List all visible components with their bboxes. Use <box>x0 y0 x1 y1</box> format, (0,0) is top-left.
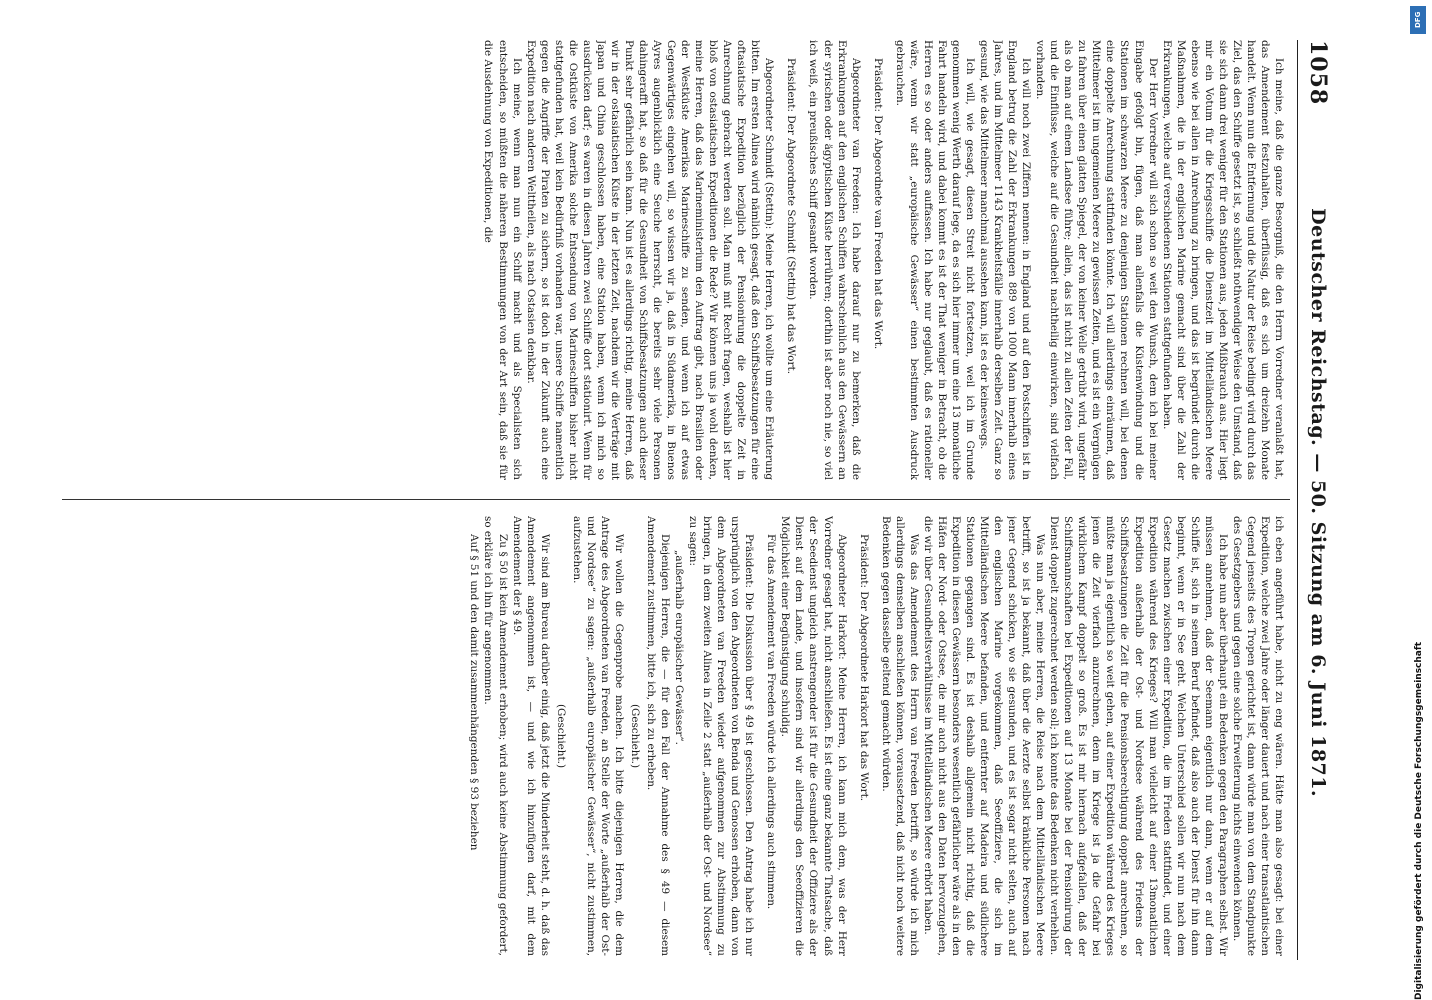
paragraph: Zu § 50 ist kein Amendement erhoben; wird auch keine Abstimmung gefordert, so erkläre ich ihn für angenommen. <box>482 516 509 956</box>
speech-schmidt: Ich meine, wenn man nun ein Schiff macht und als Specialisten sich entscheiden, so müßten die näheren Bestimmungen von der Art sein, daß sie für die Ausdehnung von Expeditionen, die <box>482 40 523 480</box>
left-column <box>66 40 1286 480</box>
paragraph: Ich habe nun aber überhaupt ein Bedenken gegen den Paragraphen selbst. Wir müssen annehmen, daß der Seemann eigentlich nur dann, wenn er auf dem Schiffe ist, sich in seinem Beruf befindet, daß also auch der Dienst für ihn dann beginnt, wenn er in See geht. Welchen Unterschied sollen wir nun nach dem Gesetz machen zwischen einer Expedition, die im Frieden stattfindet, und einer Expedition während des Krieges? Will man vielleicht auf einer 13monatlichen Expedition außerhalb der Ost- und Nordsee während des Friedens der Schiffsbesatzungen die Zeit für die Pensionsberechtigung doppelt anrechnen, so müßte man ja eigentlich so weit gehen, auf einer Expedition während des Krieges jenen die Zeit vierfach anzurechnen, denn im Kriege ist ja die Gefahr bei wirklichem Kampf doppelt so groß. Es ist mir hiernach aufgefallen, daß der Schiffsmannschaften bei Expeditionen auf 13 Monate bei der Pensionirung der Dienst doppelt zugerechnet werden soll; ich konnte das Bedenken nicht verhehlen. <box>1048 516 1229 956</box>
spacer <box>863 40 871 480</box>
speech-harkort: Abgeordneter Harkort: Meine Herren, ich kann mich dem, was der Herr Vorredner gesagt hat, nicht anschließen. Es ist eine ganz bekannte Thatsache, daß der Seedienst ungleich anstrengender ist für die Gesundheit der Offiziere als der Dienst auf dem Lande, und insofern sind wir allerdings den Seeoffizieren die Möglichkeit einer Begünstigung schuldig. <box>779 516 848 956</box>
paragraph: Der Herr Vorredner will sich schon so weit den Wunsch, dem ich bei meiner Eingabe gefolgt bin, fügen, daß man allenfalls die Küstenwindung und die Stationen im schwarzen Meere zu denjenigen Stationen rechnen will, bei denen eine doppelte Anrechnung stattfinden könnte. Ich will allerdings einräumen, daß Mittelmeer ist im ungemeinen Meere zu gewissen Zeiten, und es ist ein Vergnügen zu fahren über einen glatten Spiegel, der von keiner Welle getrübt wird, ungefähr als ob man auf einem Landsee führe; allein, das ist nicht zu allen Zeiten der Fall, und die Einflüsse, welche auf die Gesundheit nachtheilig einwirken, sind vielfach vorhanden. <box>1034 40 1159 480</box>
paragraph: ich eben angeführt habe, nicht zu eng wären. Hätte man also gesagt: bei einer Expedition, welche zwei Jahre oder länger dauert und nach einer transatlantischen Gegend jenseits des Tropen gerichtet ist, dann würde man von dem Standpunkte des Gesetzgebers und gegen eine solche Erweiterung nichts einwenden können. <box>1230 516 1285 956</box>
vote-call: Wir wollen die Gegenprobe machen. Ich bitte diejenigen Herren, die dem Antrage des Abgeordneten van Freeden, an Stelle der Worte „außerhalb der Ost- und Nordsee“ zu sagen: „außerhalb europäischer Gewässer“, nicht zustimmen, aufzustehen. <box>570 516 625 956</box>
vote-call: Diejenigen Herren, die — für den Fall der Annahme des § 49 — diesem Amendement zustimmen, bitte ich, sich zu erheben. <box>644 516 672 956</box>
procedure-note: (Geschieht.) <box>554 703 567 769</box>
paragraph: Wir sind am Bureau darüber einig, daß jetzt die Minderheit steht, d. h. daß das Amendement angenommen ist, — und wie ich hinzufügen darf, mit dem Amendement der § 49. <box>510 516 551 956</box>
spacer <box>871 516 879 956</box>
scanned-page <box>52 0 1352 1000</box>
spacer <box>885 40 893 480</box>
president-remark: Präsident: Die Diskussion über § 49 ist geschlossen. Den Antrag habe ich nur ursprünglich von den Abgeordneten von Benda und Genossen erhoben, dann von dem Abgeordneten van Freeden wieder aufgenommen zur Abstimmung zu bringen, in dem zweiten Alinea in Zeile 2 statt „außerhalb der Ost- und Nordsee“ zu sagen: <box>687 516 756 956</box>
spacer <box>756 516 764 956</box>
spacer <box>776 40 784 480</box>
paragraph: Ich will noch zwei Ziffern nennen: in England und auf den Postschiffen ist in England betrug die Zahl der Erkrankungen 889 von 1000 Mann innerhalb eines Jahres, und im Mittelmeer 1143 Krankheitsfälle innerhalb derselben Zeit. Ganz so gesund, wie das Mittelmeer manchmal aussehen kann, ist es der keineswegs. <box>978 40 1033 480</box>
spacer <box>849 516 857 956</box>
president-remark: Präsident: Der Abgeordnete Harkort hat das Wort. <box>857 534 870 802</box>
running-title: Deutscher Reichstag. — 50. Sitzung am 6. Juni 1871. <box>1307 208 1329 798</box>
dfg-logo: DFG <box>1410 6 1426 34</box>
paragraph: Ich will, wie gesagt, diesen Streit nicht fortsetzen, weil ich im Grunde genommen wenig Werth darauf lege, da es sich hier immer um eine 13 monatliche Fahrt handeln wird, und dabei kommt es ist der That weniger in Betracht, ob die Herren es so oder anders auffassen. Ich habe nur geglaubt, daß es rationeller wäre, wenn wir statt „europäische Gewässer“ einen bestimmten Ausdruck gebrauchen. <box>893 40 976 480</box>
president-remark: Präsident: Der Abgeordnete van Freeden hat das Wort. <box>871 58 884 350</box>
column-divider <box>62 499 1290 500</box>
spacer <box>798 40 806 480</box>
paragraph: Was das Amendement des Herrn van Freeden betrifft, so würde ich mich allerdings demselben anschließen können, voraussetzend, daß nicht noch weitere Bedenken gegen dasselbe geltend gemacht würden. <box>879 516 920 956</box>
speech-harkort: Für das Amendement van Freeden würde ich allerdings auch stimmen. <box>765 534 778 910</box>
president-remark: Präsident: Der Abgeordnete Schmidt (Stettin) hat das Wort. <box>785 58 798 375</box>
procedure-note: (Geschieht.) <box>628 703 641 769</box>
paragraph: Auf § 51 und den damit zusammenhängenden § 93 beziehen <box>468 534 481 851</box>
paragraph: Was nun aber, meine Herren, die Reise nach dem Mittelländischen Meere betrifft, so ist ja bekannt, daß über die Aerzte selbst kränkliche Personen nach jener Gegend schicken, wo sie gesunden, und es ist sogar nicht selten, auch auf den englischen Marine vorgekommen, daß Seeoffiziere, die sich im Mittelländischen Meere befanden, und entfernter auf Madeira und südlichere Stationen gegangen sind. Es ist deshalb allgemein nicht richtig, daß die Expedition in diesen Gewässern besonders wesentlich gefährlicher wäre als in den Häfen der Nord- oder Ostsee, die mir auch nicht aus den Daten hervorzugehen, die wir über Gesundheitsverhältnisse im Mittelländischen Meere erhört haben. <box>921 516 1047 956</box>
quotation: „außerhalb europäischer Gewässer“. <box>673 550 686 745</box>
paragraph: Ich meine, daß die ganze Besorgniß, die den Herrn Vorredner veranlaßt hat, das Amendement festzuhalten, überflüssig, daß es sich um dreizehn Monate handelt. Wenn nun die Entfernung und die Natur der Reise bedingt wird durch das Ziel, das den Schiffe gesetzt ist, so schließt nothwendiger Weise den Umstand, daß sie sich dann drei weniger für den Stationen aus, jeden Mißbrauch aus. Hier liegt mir ein Votum für die Kriegsschiffe die Dienstzeit im Mittelländischen Meere ebenso wie bei allen in Anrechnung zu bringen, und das ist begründet durch die Maßnahmen, die in der englischen Marine gemacht sind über die Zahl der Erkrankungen, welche auf verschiedenen Stationen stattgefunden haben. <box>1160 40 1285 480</box>
speech-van-freeden: Abgeordneter van Freeden: Ich habe darauf nur zu bemerken, daß die Erkrankungen auf den englischen Schiffen wahrscheinlich aus den Gewässern an der syrischen oder ägyptischen Küste herrühren; dorthin ist aber noch nie, so viel ich weiß, ein preußisches Schiff gesandt worden. <box>807 40 862 480</box>
page-header <box>1297 40 1338 960</box>
page-number: 1058 <box>1305 40 1331 106</box>
right-column <box>66 516 1286 956</box>
speech-schmidt: Abgeordneter Schmidt (Stettin): Meine Herren, ich wollte um eine Erläuterung bitten. Im ersten Alinea wird nämlich gesagt, daß den Schiffsbesatzungen für eine oftasiatische Expedition bezüglich der Pensionirung die doppelte Zeit in Anrechnung gebracht werden soll. Man muß mit Recht fragen, weshalb ist hier bloß von ostasiatischen Expeditionen die Rede? Wir können uns ja wohl denken, meine Herren, daß das Marineministerium den Auftrag gibt, nach Brasilien oder der Westküste Amerikas Marineschiffe zu senden, und wenn ich auf etwas Gegenwärtiges eingehen will, so wissen wir ja, daß in Südamerika, in Buenos Ayres augenblicklich eine Seuche herrscht, die bereits sehr viele Personen dahingerafft hat, so daß für die Gesundheit von Schiffsbesatzungen auch dieser Punkt sehr gefährlich sein kann. Nun ist es allerdings richtig, meine Herren, daß wir in der ostasiatischen Küste in der letzten Zeit, nachdem wir die Verträge mit Japan und China geschlossen haben, eine Station haben, wenn ich mich so ausdrücken darf; es waren in diesen Jahren zwei Schiffe dort stationirt. Wenn für die Ostküste von Amerika solche Entsendung von Marineschiffen bisher nicht stattgefunden hat, weil kein Bedürfniß vorhanden war, unsere Schiffe namentlich gegen die Angriffe der Piraten zu sichern, so ist doch in der Zukunft auch eine Expedition nach anderen Welttheilen, als nach Ostasien denkbar. <box>524 40 776 480</box>
digitization-credit: Digitalisierung gefördert durch die Deutsche Forschungsgemeinschaft <box>1414 641 1424 1000</box>
